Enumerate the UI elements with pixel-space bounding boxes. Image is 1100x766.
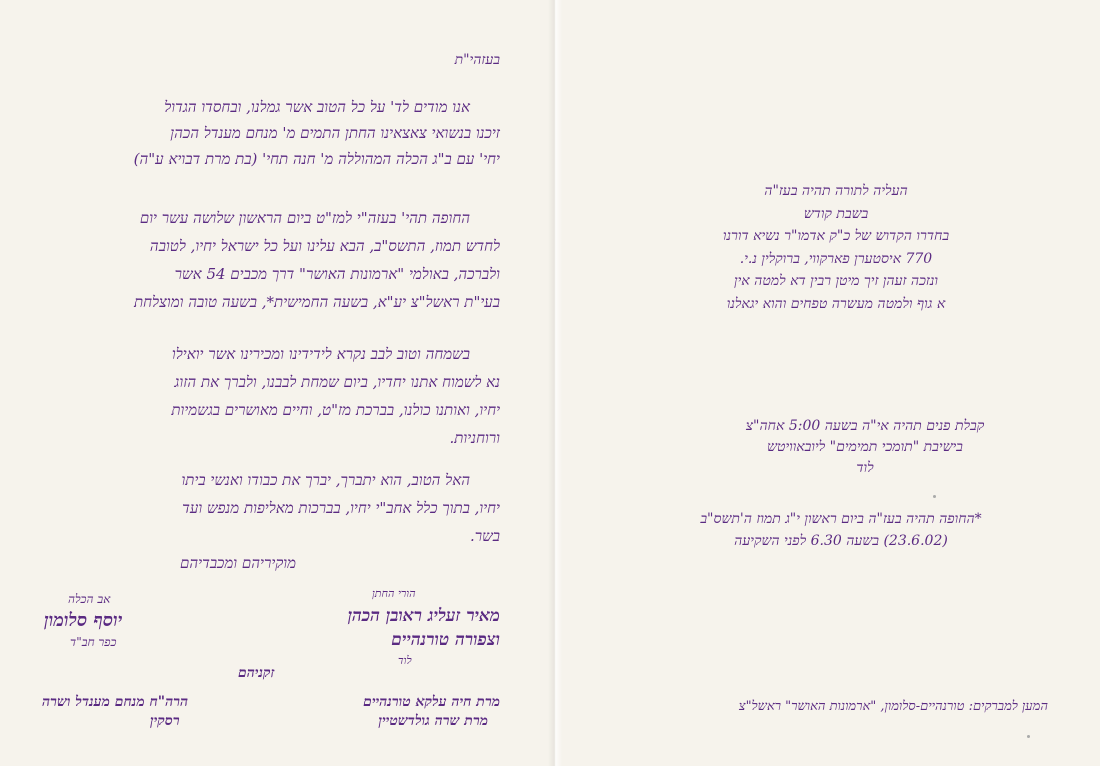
grandparent-name: הרה"ח מנחם מענדל ושרה <box>42 694 189 710</box>
reception-block <box>690 416 1040 479</box>
grandparent-name: מרת חיה עלקא טורנהיים <box>363 694 500 710</box>
bride-father-name: יוסף סלומון <box>44 610 123 631</box>
aliyah-block <box>666 180 1006 315</box>
grandparent-name: רסקין <box>150 713 180 729</box>
chuppah-note-block <box>646 508 1036 552</box>
text-line: העליה לתורה תהיה בעז"ה <box>764 183 908 199</box>
text-line: א גוף ולמטה מעשרה טפחים והוא יגאלנו <box>726 295 946 312</box>
text-line: בישיבת "תומכי תמימים" ליובאוויטש <box>767 439 963 455</box>
text-line: לוד <box>856 460 874 476</box>
paragraph-thanks <box>42 94 500 172</box>
paragraph-chuppah <box>42 204 500 316</box>
text-line: בשמחה וטוב לבב נקרא לידידינו ומכירינו אשר יואילו <box>171 345 470 363</box>
text-line: החופה תהי' בעזה"י למז"ט ביום הראשון שלושה עשר יום <box>139 209 470 227</box>
paragraph-blessing <box>42 466 500 550</box>
paragraph-invite <box>42 340 500 452</box>
text-line: בשר. <box>470 527 500 545</box>
speck <box>933 495 936 498</box>
text-line: קבלת פנים תהיה אי"ה בשעה 5:00 אחה"צ <box>745 418 985 434</box>
text-line: לחדש תמוז, התשס"ב, הבא עלינו ועל כל ישראל יחיו, לטובה <box>149 237 500 255</box>
text-line: (23.6.02) בשעה 6.30 לפני השקיעה <box>734 533 948 549</box>
bride-father-label: אב הכלה <box>68 592 111 606</box>
bride-father-city: כפר חב"ד <box>70 635 117 649</box>
grandparents-label: זקניהם <box>238 665 275 681</box>
telegram-address: המען למברקים: טורנהיים-סלומון, "ארמונות האושר" ראשל"צ <box>738 699 1048 714</box>
groom-parents-name: מאיר זעליג ראובן הכהן <box>347 606 500 626</box>
text-line: האל הטוב, הוא יתברך, יברך את כבודו ואנשי ביתו <box>181 471 470 489</box>
groom-parents-label: הורי החתן <box>372 587 416 600</box>
text-line: בעי"ת ראשל"צ יע"א, בשעה החמישית*, בשעה טובה ומוצלחת <box>133 293 500 311</box>
text-line: יחי' עם ב"ג הכלה המהוללה מ' חנה תחי' (בת מרת דבויא ע"ה) <box>133 150 500 168</box>
grandparent-name: מרת שרה גולדשטיין <box>378 713 488 729</box>
speck <box>1027 735 1030 738</box>
text-line: ורוחניות. <box>449 429 500 447</box>
text-line: יחיו, ואותנו כולנו, בברכת מז"ט, וחיים מאושרים בגשמיות <box>171 401 500 419</box>
text-line: ונזכה זעהן זיך מיטן רבין דא למטה אין <box>734 273 938 289</box>
groom-parents-city: לוד <box>398 654 412 667</box>
text-line: נא לשמוח אתנו יחדיו, ביום שמחת לבבנו, ולברך את הזוג <box>174 373 500 391</box>
text-line: *החופה תהיה בעז"ה ביום ראשון י"ג תמוז ה'תשס"ב <box>700 511 982 527</box>
page-fold <box>548 0 562 766</box>
groom-parents-name: וצפורה טורנהיים <box>391 630 500 650</box>
header-bezrat-hashem: בעזהי"ת <box>454 52 500 68</box>
text-line: זיכנו בנשואי צאצאינו החתן התמים מ' מנחם מענדל הכהן <box>170 124 500 142</box>
text-line: יחיו, בתוך כלל אחב"י יחיו, בברכות מאליפות מנפש ועד <box>182 499 500 517</box>
text-line: 770 איסטערן פארקווי, ברוקלין נ.י. <box>739 250 933 267</box>
text-line: ולברכה, באולמי "ארמונות האושר" דרך מכבים 54 אשר <box>174 265 500 283</box>
text-line: אנו מודים לד' על כל הטוב אשר גמלנו, ובחסדו הגדול <box>164 98 470 116</box>
text-line: בחדרו הקדוש של כ"ק אדמו"ר נשיא דורנו <box>722 228 950 244</box>
text-line: בשבת קודש <box>803 205 869 222</box>
signoff: מוקיריהם ומכבדיהם <box>180 554 297 572</box>
